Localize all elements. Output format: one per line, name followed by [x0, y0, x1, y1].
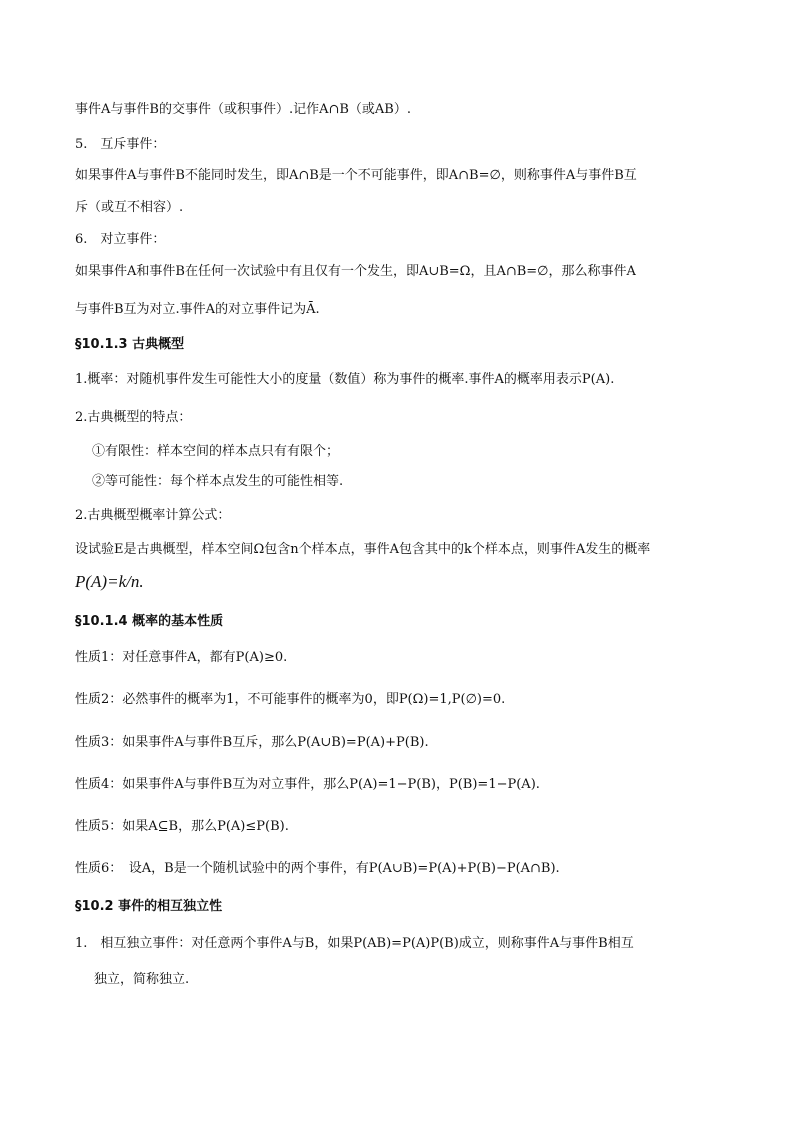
section-heading: §10.1.4 概率的基本性质: [75, 614, 224, 629]
section-heading: §10.1.3 古典概型: [75, 337, 185, 352]
text-line: 独立，简称独立.: [94, 972, 190, 987]
list-item: ②等可能性：每个样本点发生的可能性相等.: [92, 474, 344, 489]
property-line: 性质2：必然事件的概率为1，不可能事件的概率为0，即P(Ω)=1,P(∅)=0.: [75, 692, 506, 707]
text-line: 2.古典概型概率计算公式：: [75, 508, 231, 523]
list-label: 5. 互斥事件：: [75, 137, 166, 152]
formula-line: P(A)=k/n.: [75, 572, 144, 591]
property-line: 性质5：如果A⊆B，那么P(A)≤P(B).: [75, 819, 289, 834]
property-line: 性质1：对任意事件A，都有P(A)≥0.: [75, 650, 288, 665]
text-line: 斥（或互不相容）.: [75, 200, 184, 215]
property-line: 性质3：如果事件A与事件B互斥，那么P(A∪B)=P(A)+P(B).: [75, 735, 429, 750]
list-label: 6. 对立事件：: [75, 232, 166, 247]
text-line: 设试验E是古典概型，样本空间Ω包含n个样本点，事件A包含其中的k个样本点，则事件A发生的概率: [75, 542, 651, 557]
text-line: 1. 相互独立事件：对任意两个事件A与B，如果P(AB)=P(A)P(B)成立，则称事件A与事件B相互: [75, 936, 634, 951]
property-line: 性质6： 设A，B是一个随机试验中的两个事件，有P(A∪B)=P(A)+P(B)−P(A∩B).: [75, 861, 560, 876]
text-line: 如果事件A与事件B不能同时发生，即A∩B是一个不可能事件，即A∩B=∅，则称事件A与事件B互: [75, 168, 637, 183]
text-line: 1.概率：对随机事件发生可能性大小的度量（数值）称为事件的概率.事件A的概率用表示P(A).: [75, 372, 615, 387]
property-line: 性质4：如果事件A与事件B互为对立事件，那么P(A)=1−P(B)，P(B)=1−P(A).: [75, 777, 540, 792]
text-line: [75, 100, 724, 120]
text-line: 与事件B互为对立.事件A的对立事件记为Ā.: [75, 302, 320, 317]
list-item: ①有限性：样本空间的样本点只有有限个；: [92, 444, 340, 459]
text-line: 如果事件A和事件B在任何一次试验中有且仅有一个发生，即A∪B=Ω，且A∩B=∅，那么称事件A: [75, 264, 636, 279]
section-heading: §10.2 事件的相互独立性: [75, 899, 223, 914]
line-1-text: 事件A与事件B的交事件（或积事件）.记作A∩B（或AB）.: [75, 102, 411, 117]
text-line: 2.古典概型的特点：: [75, 410, 192, 425]
